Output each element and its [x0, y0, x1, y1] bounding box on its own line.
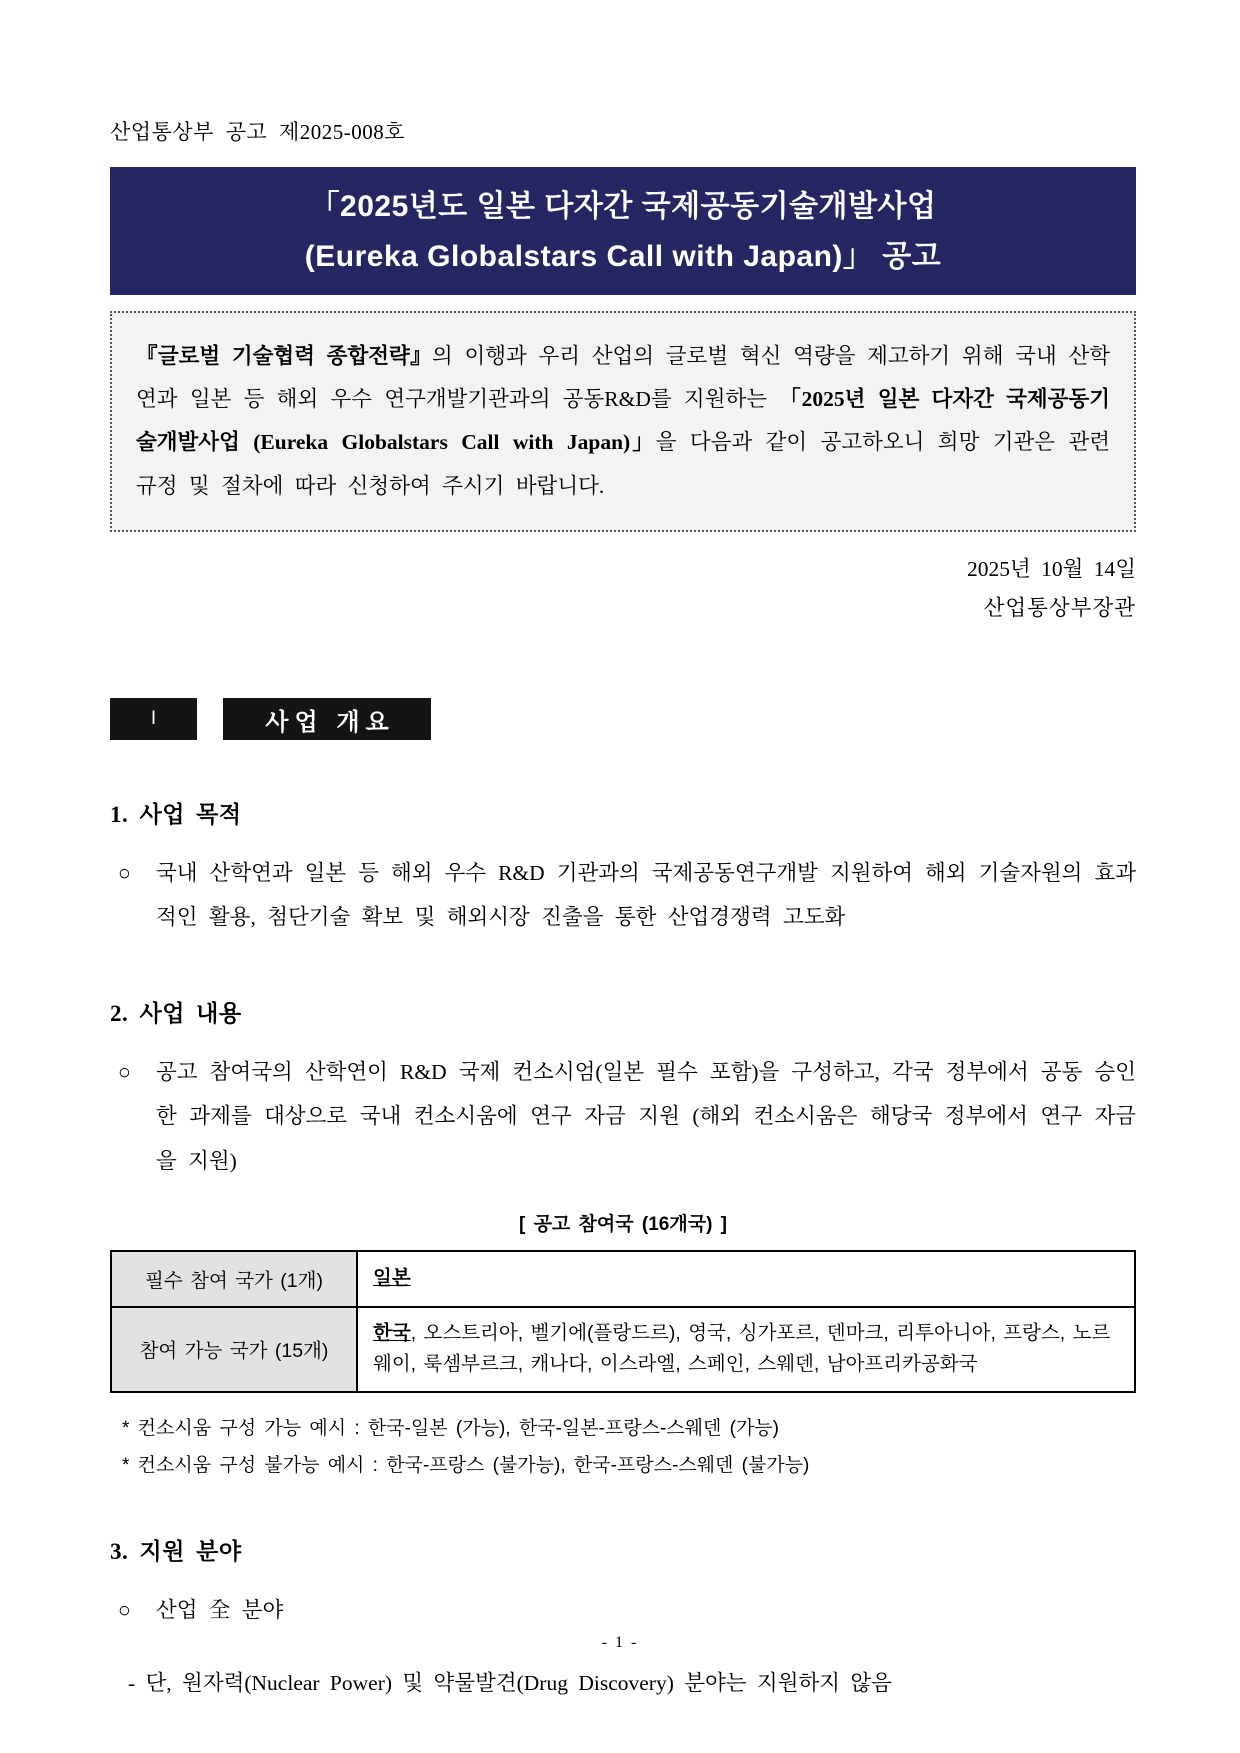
page-content — [110, 0, 1136, 1697]
content-text: 공고 참여국의 산학연이 R&D 국제 컨소시엄(일본 필수 포함)을 구성하고, 각국 정부에서 공동 승인한 과제를 대상으로 국내 컨소시움에 연구 자금 지원 (해외 컨소시움은 해당국 정부에서 연구 자금을 지원) — [156, 1060, 1136, 1173]
fields-bullet — [110, 1588, 1136, 1632]
announcement-date: 2025년 10월 14일 — [966, 557, 1136, 582]
table-row — [111, 1251, 1135, 1307]
required-country-lead: 일본 — [373, 1266, 411, 1289]
title-line-1: 「2025년도 일본 다자간 국제공동기술개발사업 — [309, 190, 937, 223]
section-1-header — [110, 698, 1136, 740]
purpose-bullet — [110, 851, 1136, 939]
required-country-value-cell — [357, 1251, 1135, 1307]
heading-1-purpose: 1. 사업 목적 — [110, 802, 242, 828]
fields-text: 산업 全 분야 — [156, 1597, 284, 1622]
intro-text-1: 의 이행과 우리 산업의 글로벌 혁신 역량을 제고하기 위해 국내 산학연과 일본 등 해외 우수 연구개발기관과의 공동R&D를 지원하는 — [136, 343, 1110, 412]
intro-text-2: 을 다음과 같이 공고하오니 희망 기관은 관련 규정 및 절차에 따라 신청하여 주시기 바랍니다. — [136, 430, 1110, 498]
content-bullet — [110, 1050, 1136, 1182]
table-row — [111, 1307, 1135, 1392]
possible-countries-lead: 한국 — [373, 1321, 411, 1344]
circle-bullet-icon: ○ — [118, 861, 131, 886]
possible-countries-value-cell — [357, 1307, 1135, 1392]
heading-3-fields: 3. 지원 분야 — [110, 1538, 242, 1564]
circle-bullet-icon: ○ — [118, 1597, 131, 1622]
note-impossible-example: * 컨소시움 구성 불가능 예시 : 한국-프랑스 (불가능), 한국-프랑스-스웨덴 (불가능) — [122, 1454, 810, 1476]
possible-countries-header-cell: 참여 가능 국가 (15개) — [111, 1307, 357, 1392]
participating-countries-table — [110, 1250, 1136, 1393]
intro-strategy-bold: 『글로벌 기술협력 종합전략』 — [136, 343, 432, 368]
note-possible-example: * 컨소시움 구성 가능 예시 : 한국-일본 (가능), 한국-일본-프랑스-스웨덴 (가능) — [122, 1417, 779, 1439]
section-title-box: 사업 개요 — [223, 698, 431, 740]
title-line-2: (Eureka Globalstars Call with Japan)」 공고 — [304, 239, 942, 273]
title-banner — [110, 167, 1136, 295]
fields-exclusion-note: - 단, 원자력(Nuclear Power) 및 약물발견(Drug Discovery) 분야는 지원하지 않음 — [128, 1670, 892, 1695]
table-caption: [ 공고 참여국 (16개국) ] — [518, 1213, 728, 1235]
doc-number: 산업통상부 공고 제2025-008호 — [110, 120, 406, 144]
heading-2-content: 2. 사업 내용 — [110, 1001, 242, 1027]
section-numeral-box: I — [110, 698, 197, 740]
page-number: - 1 - — [601, 1634, 639, 1651]
consortium-example-notes — [110, 1413, 1136, 1477]
intro-program-bold: 「2025년 일본 다자간 국제공동기술개발사업 (Eureka Globalstars Call with Japan)」 — [136, 387, 1110, 455]
intro-summary-box — [110, 311, 1136, 533]
possible-countries-rest: , 오스트리아, 벨기에(플랑드르), 영국, 싱가포르, 덴마크, 리투아니아, 프랑스, 노르웨이, 룩셈부르크, 캐나다, 이스라엘, 스페인, 스웨덴, 남아프리카공화국 — [373, 1321, 1111, 1376]
circle-bullet-icon: ○ — [118, 1060, 131, 1085]
required-country-header-cell: 필수 참여 국가 (1개) — [111, 1251, 357, 1307]
purpose-text: 국내 산학연과 일본 등 해외 우수 R&D 기관과의 국제공동연구개발 지원하여 해외 기술자원의 효과적인 활용, 첨단기술 확보 및 해외시장 진출을 통한 산업경쟁력 고도화 — [156, 861, 1136, 930]
minister-signature: 산업통상부장관 — [983, 596, 1136, 621]
